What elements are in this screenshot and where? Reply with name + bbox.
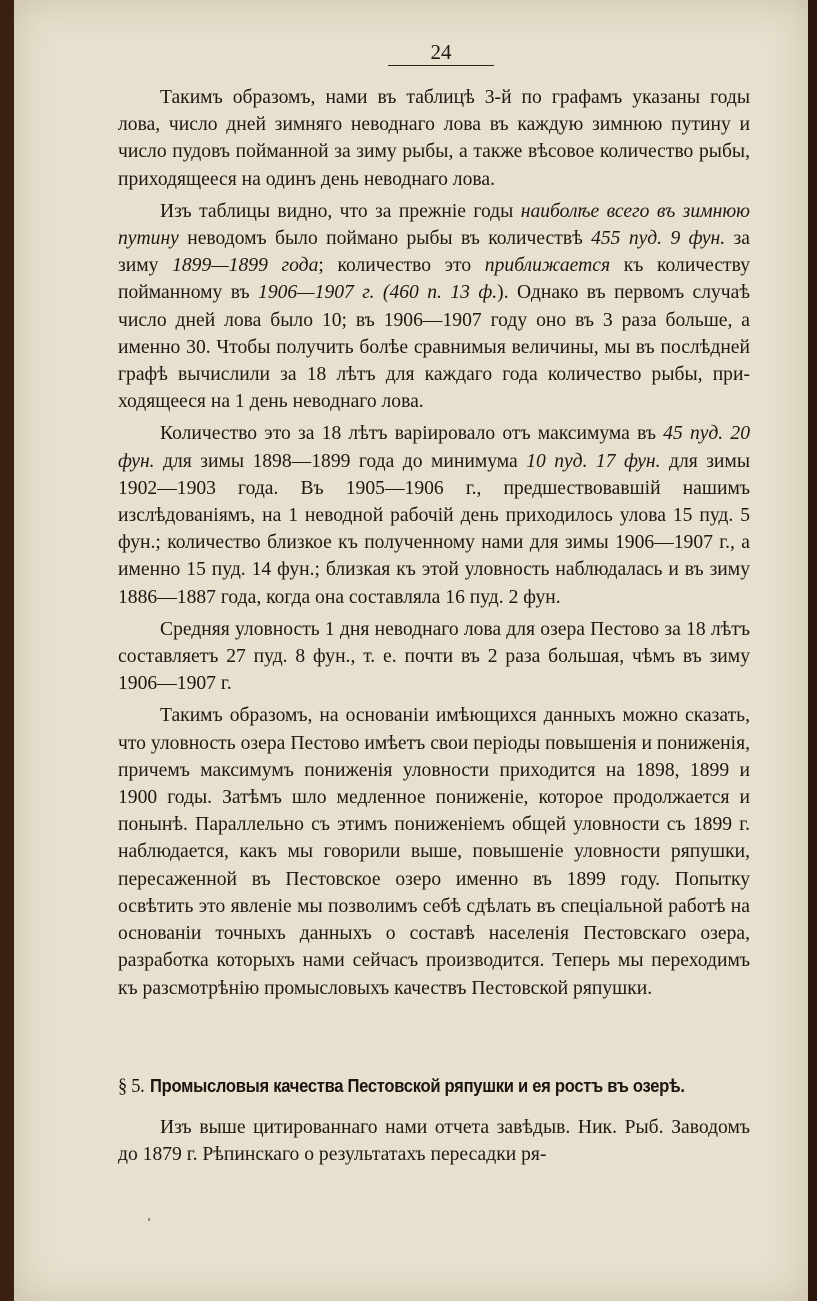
- text-run: для зимы 1898—1899 года до минимума: [154, 450, 527, 472]
- italic-text: 10 пуд. 17 фун.: [526, 450, 661, 472]
- paper-speck: [148, 1218, 150, 1221]
- text-run: Такимъ образомъ, на основанiи имѣющихся данныхъ можно сказать, что уловность озера Пестово имѣетъ свои перiоды повышенiя и пониженiя, причемъ максимумъ пониженiя уловности приходится на 1898, 1899 и 1900 годы. Затѣмъ шло медленное пониженiе, которое продолжается и понынѣ. Параллельно съ этимъ пониженiемъ общей уловности съ 1899 г. наблюдается, какъ мы говорили выше, повышенiе уловности ряпушки, пересаженной въ Пестовское озеро именно въ 1899 году. Попытку освѣтить это явленiе мы позволимъ себѣ сдѣлать въ спецiальной работѣ на основанiи точныхъ данныхъ о составѣ населенiя Пестовскаго озера, разработка которыхъ нами сейчасъ производится. Теперь мы переходимъ къ разсмотрѣнiю промысловыхъ качествъ Пестовской ряпушки.: [118, 705, 750, 999]
- text-run: Такимъ образомъ, нами въ таблицѣ 3-й по графамъ указаны годы лова, число дней зимняго неводнаго лова въ каждую зимнюю путину и число пудовъ пойманной за зиму рыбы, а также вѣсовое количество рыбы, приходящееся на одинъ день неводнаго лова.: [118, 87, 750, 190]
- closing-text: [118, 1114, 750, 1168]
- page-edge: [808, 0, 817, 1301]
- text-run: Количество это за 18 лѣтъ варiировало отъ максимума въ: [160, 423, 664, 445]
- page-number: 24: [430, 40, 452, 64]
- text-run: неводомъ было поймано рыбы въ количествѣ: [178, 228, 592, 250]
- text-run: за зиму: [118, 228, 750, 277]
- header-rule: [388, 65, 494, 66]
- italic-text: наиболѣе всего въ зимнюю путину: [118, 200, 750, 250]
- italic-text: 1906—1907 г. (460 п. 13 ф.: [258, 282, 498, 304]
- italic-text: 45 пуд. 20 фун.: [118, 423, 750, 472]
- text-run: Средняя уловность 1 дня неводнаго лова для озера Пестово за 18 лѣтъ составляетъ 27 пуд. 8 фун., т. е. почти въ 2 раза большая, чѣмъ въ зиму 1906—1907 г.: [118, 618, 750, 695]
- section-heading: [118, 1075, 699, 1098]
- section-number: § 5.: [118, 1075, 145, 1097]
- italic-text: 1899—1899 года: [172, 255, 319, 277]
- text-run: ; количество это: [318, 255, 485, 277]
- text-run: для зимы 1902—1903 года. Въ 1905—1906 г., предшествовавшiй нашимъ изслѣдованiямъ, на 1 неводной рабочiй день приходилось улова 15 пуд. 5 фун.; количество близкое къ полученному нами для зимы 1906—1907 г., а именно 15 пуд. 14 фун.; близкая къ этой уловность наблюдалась и въ зиму 1886—1887 года, когда она составляла 16 пуд. 2 фун.: [118, 450, 750, 608]
- closing-paragraph: Изъ выше цитированнаго нами отчета завѣдыв. Ник. Рыб. Заводомъ до 1879 г. Рѣпинскаго о результатахъ пересадки ря-: [118, 1117, 750, 1166]
- paragraph: [118, 616, 750, 698]
- paragraph: [118, 420, 750, 610]
- text-run: къ количеству пойманному въ: [118, 255, 750, 304]
- section-title: Промысловыя качества Пестовской ряпушки и ея ростъ въ озерѣ.: [150, 1076, 685, 1096]
- paragraph: [118, 702, 750, 1001]
- paragraph: [118, 84, 750, 193]
- paragraph: [118, 198, 750, 416]
- text-run: Изъ таблицы видно, что за прежнiе годы: [160, 200, 521, 222]
- body-text: [118, 84, 750, 1007]
- text-run: ). Однако въ первомъ случаѣ число дней лова было 10; въ 1906—1907 году оно въ 3 раза больше, а именно 30. Чтобы получить болѣе сравнимыя величины, мы въ послѣдней графѣ вычислили за 18 лѣтъ для каждаго года количество рыбы, приходящееся на 1 день неводнаго лова.: [118, 282, 750, 413]
- italic-text: 455 пуд. 9 фун.: [591, 228, 726, 250]
- italic-text: приближается: [484, 255, 611, 277]
